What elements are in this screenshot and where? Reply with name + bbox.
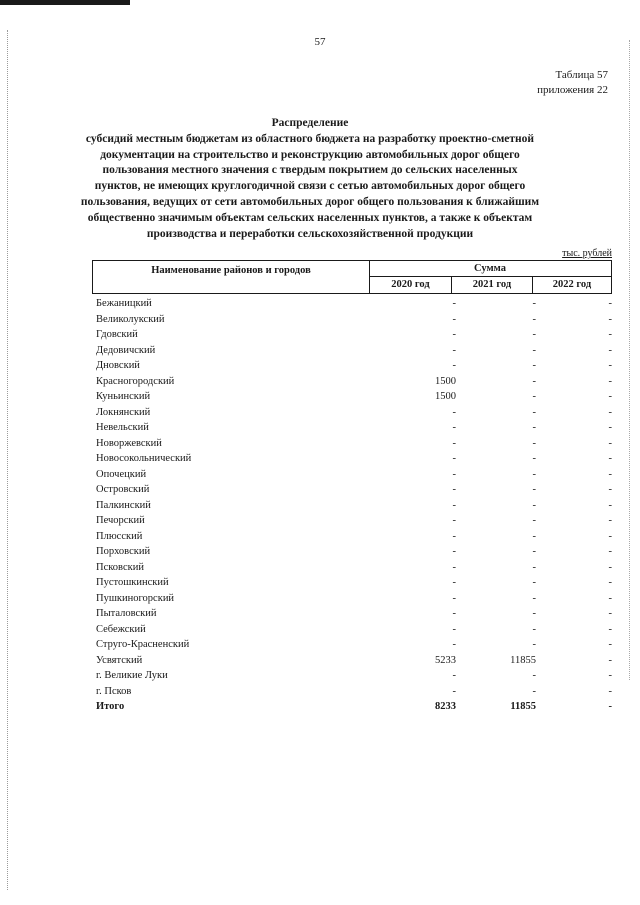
- district-name: Красногородский: [96, 375, 175, 387]
- district-name: Палкинский: [96, 499, 151, 511]
- value-2021: 11855: [510, 654, 536, 666]
- heading-title: Распределение: [271, 117, 349, 129]
- value-2020: -: [452, 437, 456, 449]
- value-2020: -: [452, 468, 456, 480]
- value-2022: -: [608, 391, 612, 402]
- value-2022: -: [608, 515, 612, 526]
- table-row: [96, 391, 616, 407]
- table-row: [96, 608, 616, 624]
- heading-line: пользования, ведущих от сети автомобильных дорог общего пользования к ближайшим: [80, 195, 540, 208]
- value-2021: -: [532, 468, 536, 480]
- value-2020: -: [452, 670, 456, 681]
- scan-right-edge: [629, 40, 630, 680]
- total-2021: 11855: [510, 701, 536, 712]
- table-reference-line: приложения 22: [537, 84, 608, 96]
- value-2021: -: [532, 406, 536, 418]
- value-2022: -: [608, 608, 612, 619]
- total-label: Итого: [96, 701, 125, 712]
- table-row: [96, 453, 616, 469]
- value-2020: -: [452, 623, 456, 635]
- value-2020: 1500: [435, 391, 456, 402]
- value-2022: -: [608, 530, 612, 542]
- district-name: Пыталовский: [96, 608, 157, 619]
- district-name: Струго-Красненский: [96, 639, 190, 650]
- value-2022: -: [608, 360, 612, 371]
- header-name-column: Наименование районов и городов: [92, 260, 370, 294]
- value-2021: -: [532, 515, 536, 526]
- district-name: Печорский: [96, 515, 145, 526]
- district-name: Куньинский: [96, 391, 151, 402]
- value-2022: -: [608, 577, 612, 588]
- value-2021: -: [532, 360, 536, 371]
- document-heading: [80, 116, 540, 242]
- value-2020: -: [452, 360, 456, 371]
- table-row: [96, 407, 616, 423]
- table-row: [96, 593, 616, 609]
- value-2021: -: [532, 577, 536, 588]
- heading-line: документации на строительство и реконструкцию автомобильных дорог общего: [100, 148, 520, 161]
- value-2021: -: [532, 391, 536, 402]
- district-name: Великолукский: [96, 313, 165, 325]
- value-2021: -: [532, 453, 536, 464]
- district-name: Невельский: [96, 422, 149, 433]
- value-2020: -: [452, 639, 456, 650]
- value-2021: -: [532, 499, 536, 511]
- heading-line: общественно значимым объектам сельских населенных пунктов, а также к объектам: [87, 211, 533, 224]
- value-2020: -: [452, 406, 456, 418]
- header-year-2022: 2022 год: [532, 276, 612, 294]
- district-name: Опочецкий: [96, 468, 147, 480]
- value-2020: -: [452, 329, 456, 340]
- value-2022: -: [608, 685, 612, 697]
- table-reference-line: Таблица 57: [555, 69, 608, 81]
- scan-left-edge: [7, 30, 8, 890]
- value-2020: 5233: [435, 654, 456, 666]
- district-name: Гдовский: [96, 329, 138, 340]
- value-2020: -: [452, 484, 456, 495]
- table-row: [96, 360, 616, 376]
- value-2022: -: [608, 313, 612, 325]
- value-2021: -: [532, 375, 536, 387]
- table-body: [96, 298, 616, 717]
- value-2021: -: [532, 298, 536, 309]
- value-2021: -: [532, 344, 536, 356]
- page-number: 57: [314, 36, 326, 48]
- table-row: [96, 376, 616, 392]
- value-2020: -: [452, 422, 456, 433]
- heading-line: пользования местного значения с твердым покрытием до сельских населенных: [102, 164, 518, 177]
- table-row: [96, 515, 616, 531]
- table-row: [96, 469, 616, 485]
- district-name: Себежский: [96, 623, 146, 635]
- value-2020: -: [452, 453, 456, 464]
- district-name: Порховский: [96, 546, 151, 557]
- header-sum: Сумма: [369, 260, 612, 277]
- value-2021: -: [532, 608, 536, 619]
- header-year-2020: 2020 год: [369, 276, 452, 294]
- value-2020: -: [452, 592, 456, 604]
- district-name: Псковский: [96, 561, 144, 573]
- value-2020: -: [452, 546, 456, 557]
- value-2021: -: [532, 546, 536, 557]
- value-2021: -: [532, 437, 536, 449]
- value-2022: -: [608, 375, 612, 387]
- district-name: Пустошкинский: [96, 577, 169, 588]
- heading-line: пунктов, не имеющих круглогодичной связи с сетью автомобильных дорог общего: [94, 180, 526, 193]
- value-2022: -: [608, 654, 612, 666]
- value-2020: -: [452, 499, 456, 511]
- value-2021: -: [532, 639, 536, 650]
- total-2022: -: [608, 701, 612, 712]
- value-2020: -: [452, 530, 456, 542]
- value-2021: -: [532, 422, 536, 433]
- value-2021: -: [532, 670, 536, 681]
- table-row: [96, 484, 616, 500]
- value-2020: -: [452, 344, 456, 356]
- table-row: [96, 624, 616, 640]
- table-reference: [537, 68, 608, 98]
- district-name: г. Великие Луки: [96, 670, 168, 681]
- value-2022: -: [608, 453, 612, 464]
- value-2020: -: [452, 313, 456, 325]
- value-2022: -: [608, 670, 612, 681]
- table-row: [96, 298, 616, 314]
- total-2020: 8233: [435, 701, 456, 712]
- value-2022: -: [608, 422, 612, 433]
- value-2021: -: [532, 685, 536, 697]
- value-2022: -: [608, 437, 612, 449]
- value-2022: -: [608, 561, 612, 573]
- district-name: Плюсский: [96, 530, 143, 542]
- district-name: Новосокольнический: [96, 453, 192, 464]
- value-2021: -: [532, 313, 536, 325]
- value-2020: -: [452, 561, 456, 573]
- value-2021: -: [532, 561, 536, 573]
- header-year-2021: 2021 год: [451, 276, 533, 294]
- table-row: [96, 562, 616, 578]
- value-2022: -: [608, 406, 612, 418]
- table-row: [96, 577, 616, 593]
- district-name: Дновский: [96, 360, 140, 371]
- table-row: [96, 686, 616, 702]
- heading-line: производства и переработки сельскохозяйственной продукции: [146, 227, 474, 240]
- value-2022: -: [608, 329, 612, 340]
- table-row: [96, 639, 616, 655]
- table-row: [96, 531, 616, 547]
- value-2022: -: [608, 592, 612, 604]
- value-2022: -: [608, 468, 612, 480]
- table-row: [96, 438, 616, 454]
- value-2022: -: [608, 546, 612, 557]
- district-name: Пушкиногорский: [96, 592, 175, 604]
- value-2022: -: [608, 484, 612, 495]
- value-2021: -: [532, 329, 536, 340]
- table-row: [96, 345, 616, 361]
- table-row: [96, 329, 616, 345]
- district-name: Дедовичский: [96, 344, 156, 356]
- value-2020: -: [452, 298, 456, 309]
- table-header: [92, 260, 612, 294]
- value-2020: -: [452, 577, 456, 588]
- value-2020: -: [452, 608, 456, 619]
- value-2022: -: [608, 499, 612, 511]
- value-2022: -: [608, 344, 612, 356]
- value-2022: -: [608, 623, 612, 635]
- district-name: Островский: [96, 484, 150, 495]
- value-2022: -: [608, 298, 612, 309]
- heading-line: субсидий местным бюджетам из областного бюджета на разработку проектно-сметной: [85, 132, 535, 145]
- units-label: тыс. рублей: [562, 248, 612, 259]
- district-name: г. Псков: [96, 685, 132, 697]
- value-2021: -: [532, 592, 536, 604]
- value-2021: -: [532, 623, 536, 635]
- table-row: [96, 314, 616, 330]
- value-2020: -: [452, 685, 456, 697]
- value-2020: -: [452, 515, 456, 526]
- table-row: [96, 422, 616, 438]
- table-total-row: [96, 701, 616, 717]
- district-name: Локнянский: [96, 406, 151, 418]
- scan-top-strip: [0, 0, 130, 5]
- district-name: Бежаницкий: [96, 298, 152, 309]
- value-2021: -: [532, 530, 536, 542]
- table-row: [96, 500, 616, 516]
- district-name: Новоржевский: [96, 437, 162, 449]
- value-2022: -: [608, 639, 612, 650]
- district-name: Усвятский: [96, 654, 143, 666]
- value-2020: 1500: [435, 375, 456, 387]
- table-row: [96, 655, 616, 671]
- table-row: [96, 546, 616, 562]
- table-row: [96, 670, 616, 686]
- value-2021: -: [532, 484, 536, 495]
